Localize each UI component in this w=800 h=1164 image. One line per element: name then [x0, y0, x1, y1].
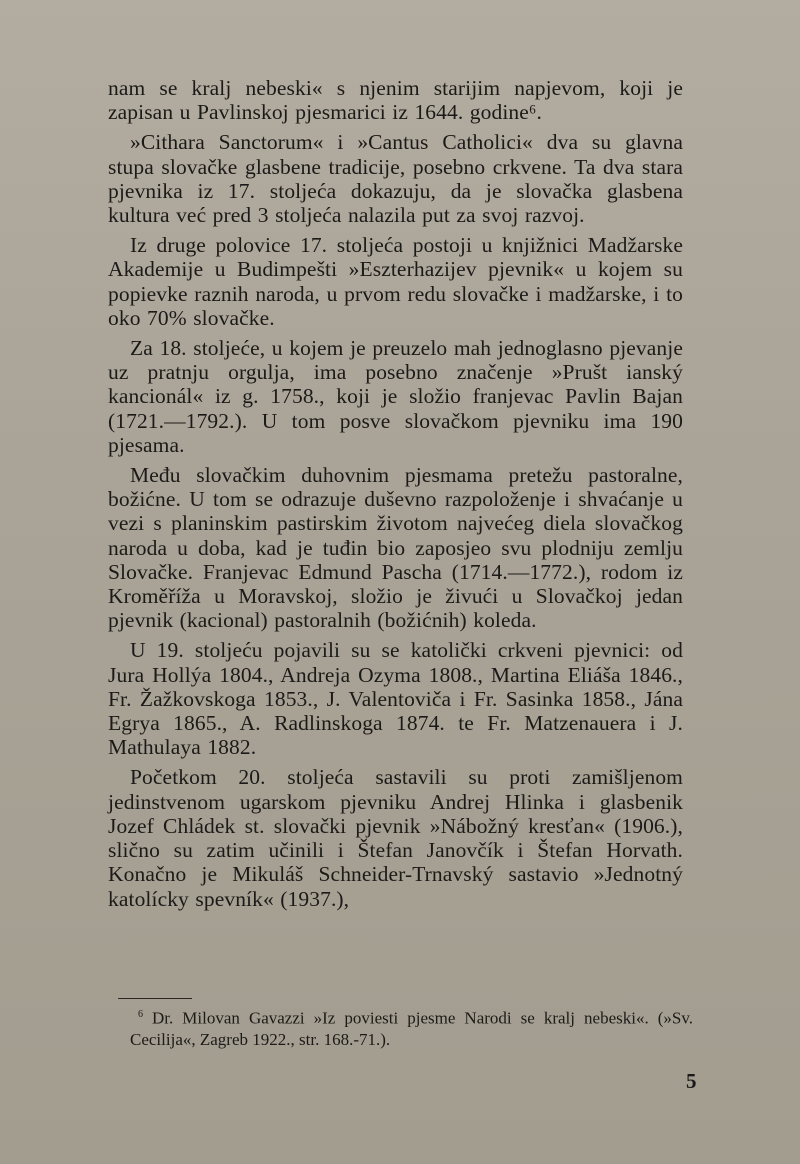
paragraph-20th-century: Početkom 20. stoljeća sastavili su proti zamišljenom jedinstvenom ugarskom pjevniku Andrej Hlinka i glasbenik Jozef Chládek st. slovački pjevnik »Nábožný kresťan« (1906.), slično su zatim učinili i Štefan Janovčík i Štefan Horvath. Konačno je Mikuláš Schneider-Trnavský sastavio »Jednotný katolícky spevník« (1937.),	[108, 765, 683, 911]
paragraph-19th-century: U 19. stoljeću pojavili su se katolički crkveni pjevnici: od Jura Hollýa 1804., Andreja Ozyma 1808., Martina Eliáša 1846., Fr. Žažkovskoga 1853., J. Valentoviča i Fr. Sasinka 1858., Jána Egrya 1865., A. Radlinskoga 1874. te Fr. Matzenauera i J. Mathulaya 1882.	[108, 638, 683, 760]
paragraph-continuation: nam se kralj nebeski« s njenim starijim napjevom, koji je zapisan u Pavlinskoj pjesmarici iz 1644. godine⁶.	[108, 76, 683, 125]
footnote	[130, 1004, 693, 1050]
paragraph-cithara: »Cithara Sanctorum« i »Cantus Catholici« dva su glavna stupa slovačke glasbene tradicije, posebno crkvene. Ta dva stara pjevnika iz 17. stoljeća dokazuju, da je slovačka glasbena kultura već pred 3 stoljeća nalazila put za svoj razvoj.	[108, 130, 683, 228]
footnote-mark: 6	[138, 1009, 143, 1020]
body-text	[108, 76, 683, 911]
paragraph-18th-century: Za 18. stoljeće, u kojem je preuzelo mah jednoglasno pjevanje uz pratnju orgulja, ima posebno značenje »Prušt ianský kancionál« iz g. 1758., koji je složio franjevac Pavlin Bajan (1721.—1792.). U tom posve slovačkom pjevniku ima 190 pjesama.	[108, 336, 683, 457]
footnote-divider	[118, 998, 192, 999]
footnote-text: Dr. Milovan Gavazzi »Iz poviesti pjesme Narodi se kralj nebeski«. (»Sv. Cecilija«, Zagreb 1922., str. 168.-71.).	[130, 1008, 693, 1049]
paragraph-pastoral: Među slovačkim duhovnim pjesmama pretežu pastoralne, božićne. U tom se odrazuje duševno razpoloženje i shvaćanje u vezi s planinskim pastirskim životom najvećeg diela slovačkog naroda u doba, kad je tuđin bio zaposjeo svu plodniju zemlju Slovačke. Franjevac Edmund Pascha (1714.—1772.), rodom iz Kroměříža u Moravskoj, složio je živući u Slovačkoj jedan pjevnik (kacional) pastoralnih (božićnih) koleda.	[108, 463, 683, 633]
paragraph-eszterhazi: Iz druge polovice 17. stoljeća postoji u knjižnici Madžarske Akademije u Budimpešti »Eszterhazijev pjevnik« u kojem su popievke raznih naroda, u prvom redu slovačke i madžarske, i to oko 70% slovačke.	[108, 233, 683, 330]
page-number: 5	[686, 1069, 697, 1093]
